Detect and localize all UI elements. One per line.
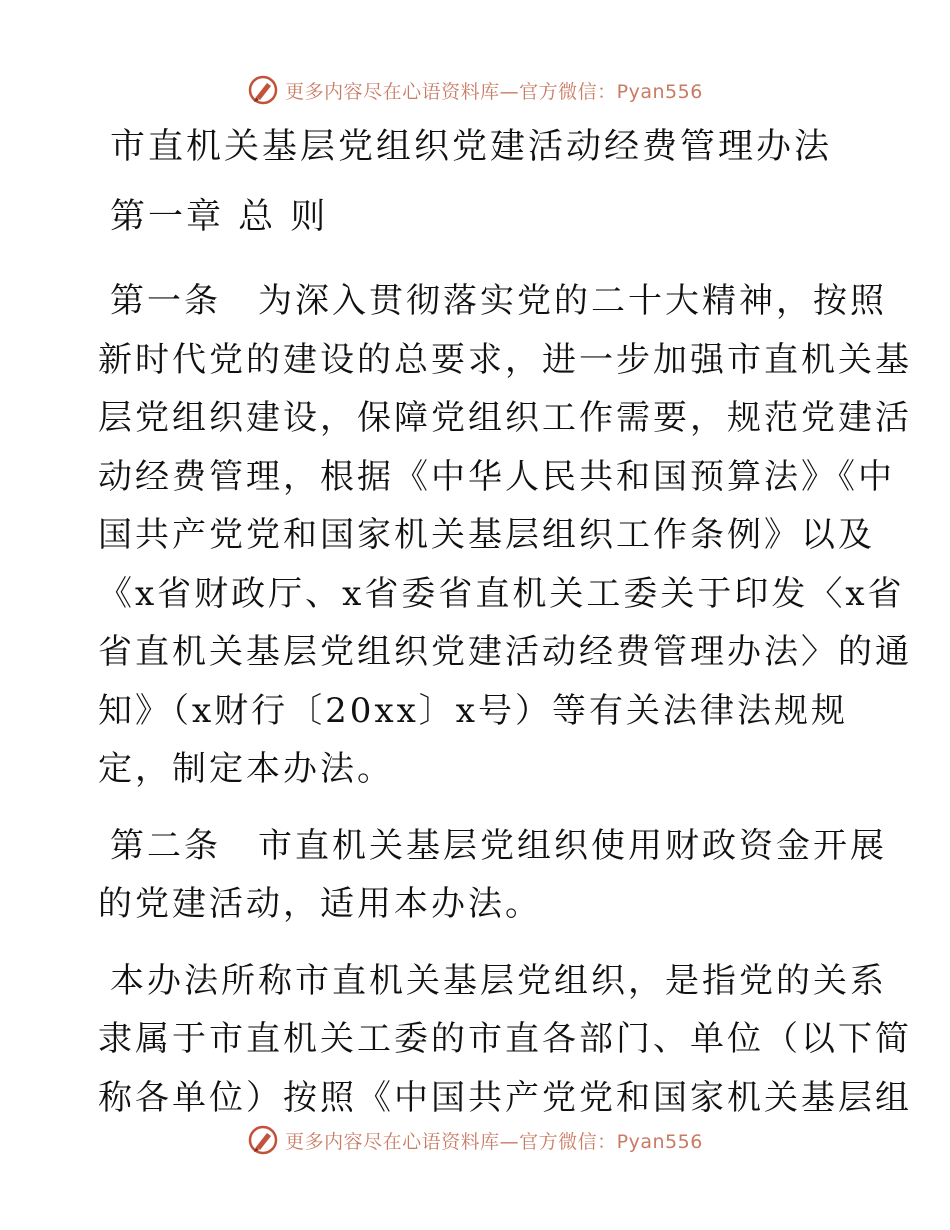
pen-logo-icon: [247, 74, 279, 106]
paragraph-line: 第二条 市直机关基层党组织使用财政资金开展: [110, 825, 887, 866]
document-body: [98, 124, 912, 1127]
paragraph-line: 的党建活动，适用本办法。: [98, 884, 542, 924]
pen-logo-icon: [247, 1124, 279, 1156]
paragraph-line: 本办法所称市直机关基层党组织，是指党的关系: [110, 960, 887, 1001]
paragraph-line: 《x省财政厅、x省委省直机关工委关于印发〈x省: [98, 573, 905, 614]
watermark-footer: [0, 1124, 950, 1156]
paragraph-line: 动经费管理，根据《中华人民共和国预算法》《中: [98, 456, 895, 497]
watermark-text: 更多内容尽在心语资料库—官方微信：Pyan556: [285, 1130, 703, 1153]
paragraph-line: 第一条 为深入贯彻落实党的二十大精神，按照: [110, 281, 887, 321]
document-title: 市直机关基层党组织党建活动经费管理办法: [110, 127, 833, 167]
paragraph-line: 省直机关基层党组织党建活动经费管理办法〉的通: [98, 632, 912, 672]
paragraph-line: 层党组织建设，保障党组织工作需要，规范党建活: [98, 398, 912, 438]
paragraph-line: 定，制定本办法。: [98, 749, 394, 789]
paragraph-line: 国共产党党和国家机关基层组织工作条例》以及: [98, 515, 875, 555]
article-paragraph: [98, 817, 887, 934]
paragraph-line: 新时代党的建设的总要求，进一步加强市直机关基: [98, 339, 912, 380]
article-paragraph: [98, 952, 912, 1128]
article-paragraph: [98, 272, 912, 799]
paragraph-line: 隶属于市直机关工委的市直各部门、单位（以下简: [98, 1019, 912, 1059]
watermark-text: 更多内容尽在心语资料库—官方微信：Pyan556: [285, 80, 703, 103]
paragraph-line: 知》（x财行〔20xx〕x号）等有关法律法规规: [98, 690, 848, 731]
watermark-header: [0, 74, 950, 106]
chapter-heading: 第一章 总 则: [110, 197, 329, 237]
paragraph-line: 称各单位）按照《中国共产党党和国家机关基层组: [98, 1077, 912, 1118]
